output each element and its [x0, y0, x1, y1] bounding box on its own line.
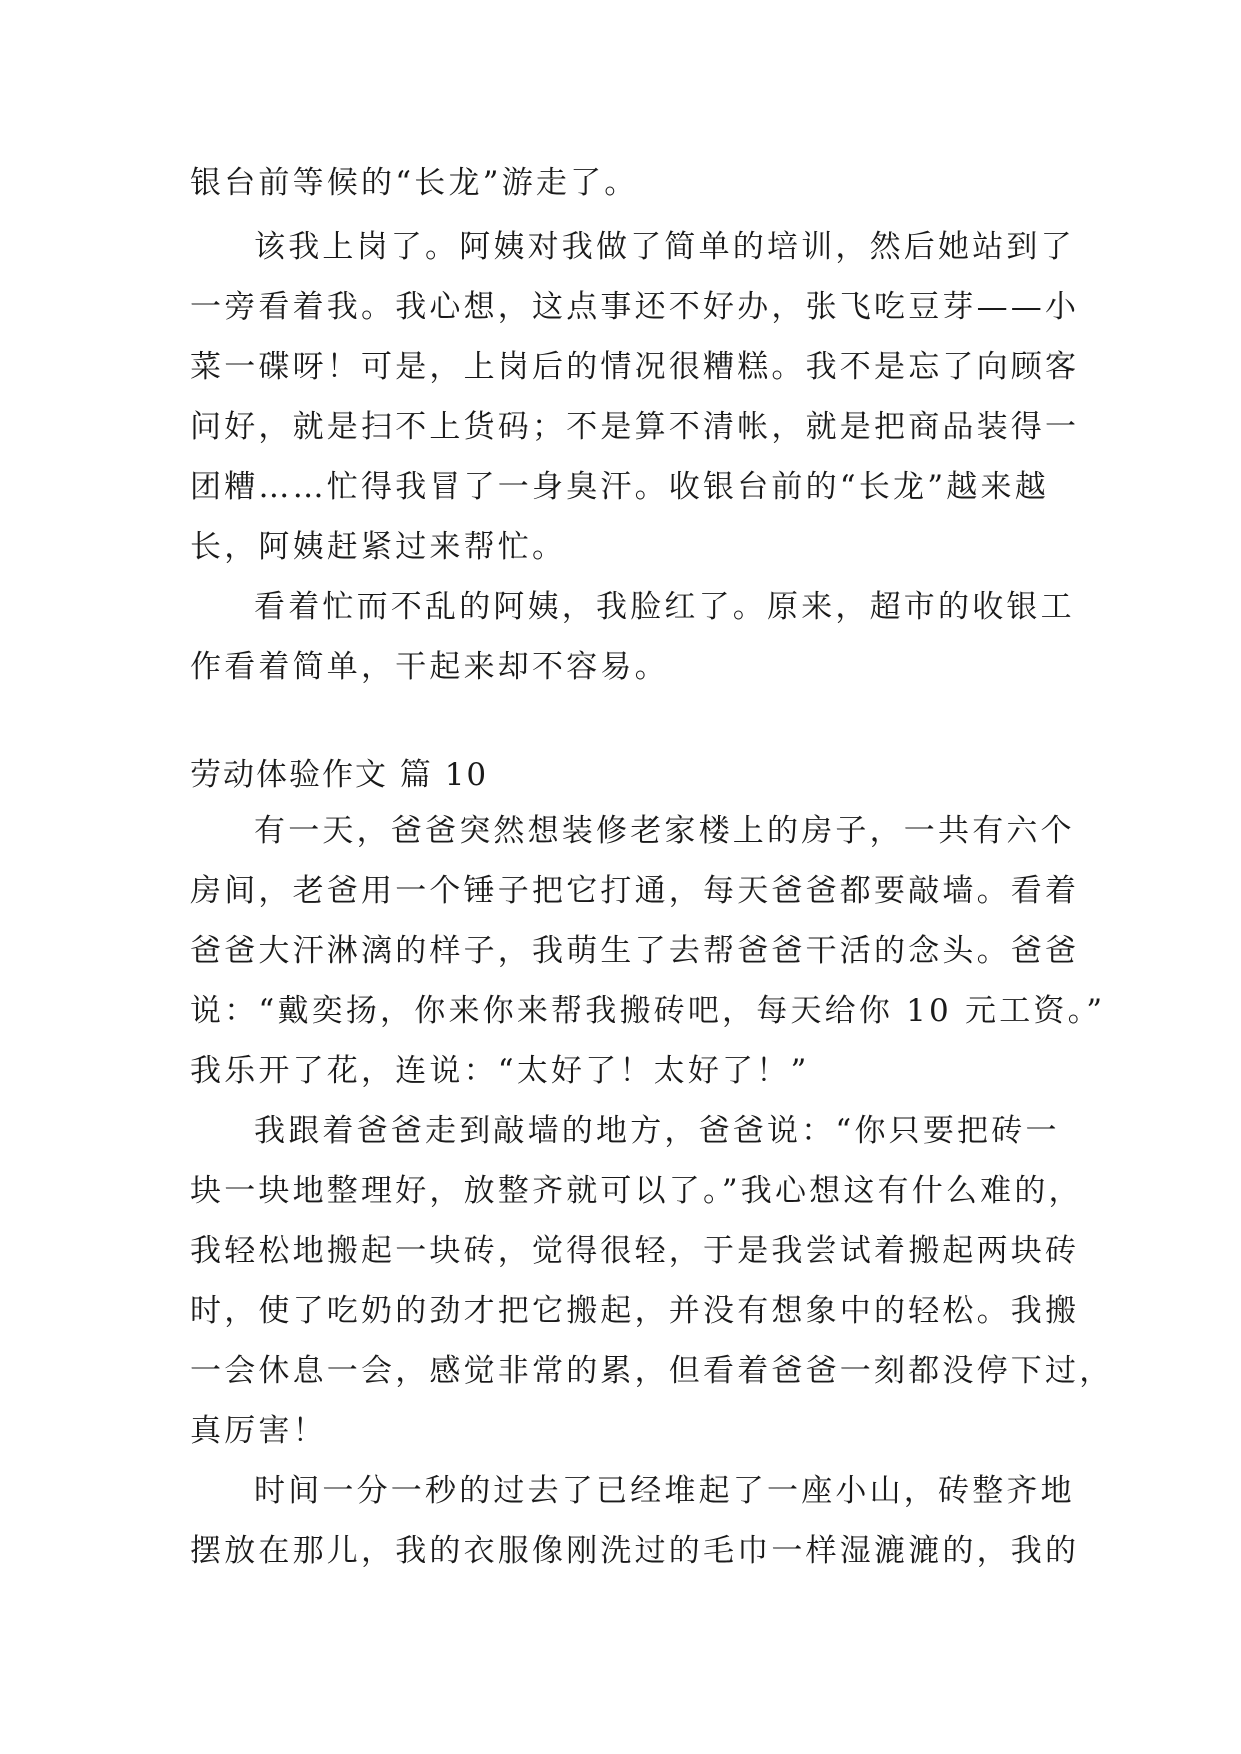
- text-line: 爸爸大汗淋漓的样子，我萌生了去帮爸爸干活的念头。爸爸: [190, 933, 1080, 969]
- text-line: 我跟着爸爸走到敲墙的地方，爸爸说：“你只要把砖一: [254, 1113, 1060, 1149]
- text-line: 真厉害！: [190, 1413, 327, 1449]
- text-line: 块一块地整理好，放整齐就可以了。”我心想这有什么难的，: [190, 1173, 1083, 1209]
- text-line: 该我上岗了。阿姨对我做了简单的培训，然后她站到了: [254, 229, 1075, 265]
- text-line: 房间，老爸用一个锤子把它打通，每天爸爸都要敲墙。看着: [190, 873, 1080, 909]
- text-line: 问好，就是扫不上货码；不是算不清帐，就是把商品装得一: [190, 409, 1080, 445]
- text-line: 团糟……忙得我冒了一身臭汗。收银台前的“长龙”越来越: [190, 469, 1049, 505]
- text-line: 有一天，爸爸突然想装修老家楼上的房子，一共有六个: [254, 813, 1075, 849]
- text-line: 一旁看着我。我心想，这点事还不好办，张飞吃豆芽——小: [190, 289, 1080, 325]
- text-line: 菜一碟呀！可是，上岗后的情况很糟糕。我不是忘了向顾客: [190, 349, 1080, 385]
- text-line: 我轻松地搬起一块砖，觉得很轻，于是我尝试着搬起两块砖: [190, 1233, 1080, 1269]
- section-heading: 劳动体验作文 篇 10: [190, 757, 489, 793]
- text-line: 时间一分一秒的过去了已经堆起了一座小山，砖整齐地: [254, 1473, 1075, 1509]
- text-line: 长，阿姨赶紧过来帮忙。: [190, 529, 567, 565]
- text-line: 时，使了吃奶的劲才把它搬起，并没有想象中的轻松。我搬: [190, 1293, 1080, 1329]
- text-line: 作看着简单，干起来却不容易。: [190, 649, 669, 685]
- text-line: 银台前等候的“长龙”游走了。: [190, 165, 639, 201]
- text-line: 摆放在那儿，我的衣服像刚洗过的毛巾一样湿漉漉的，我的: [190, 1533, 1080, 1569]
- text-line: 看着忙而不乱的阿姨，我脸红了。原来，超市的收银工: [254, 589, 1075, 625]
- text-line: 一会休息一会，感觉非常的累，但看着爸爸一刻都没停下过，: [190, 1353, 1114, 1389]
- text-line: 我乐开了花，连说：“太好了！太好了！”: [190, 1053, 810, 1089]
- text-line: 说：“戴奕扬，你来你来帮我搬砖吧，每天给你 10 元工资。”: [190, 993, 1106, 1029]
